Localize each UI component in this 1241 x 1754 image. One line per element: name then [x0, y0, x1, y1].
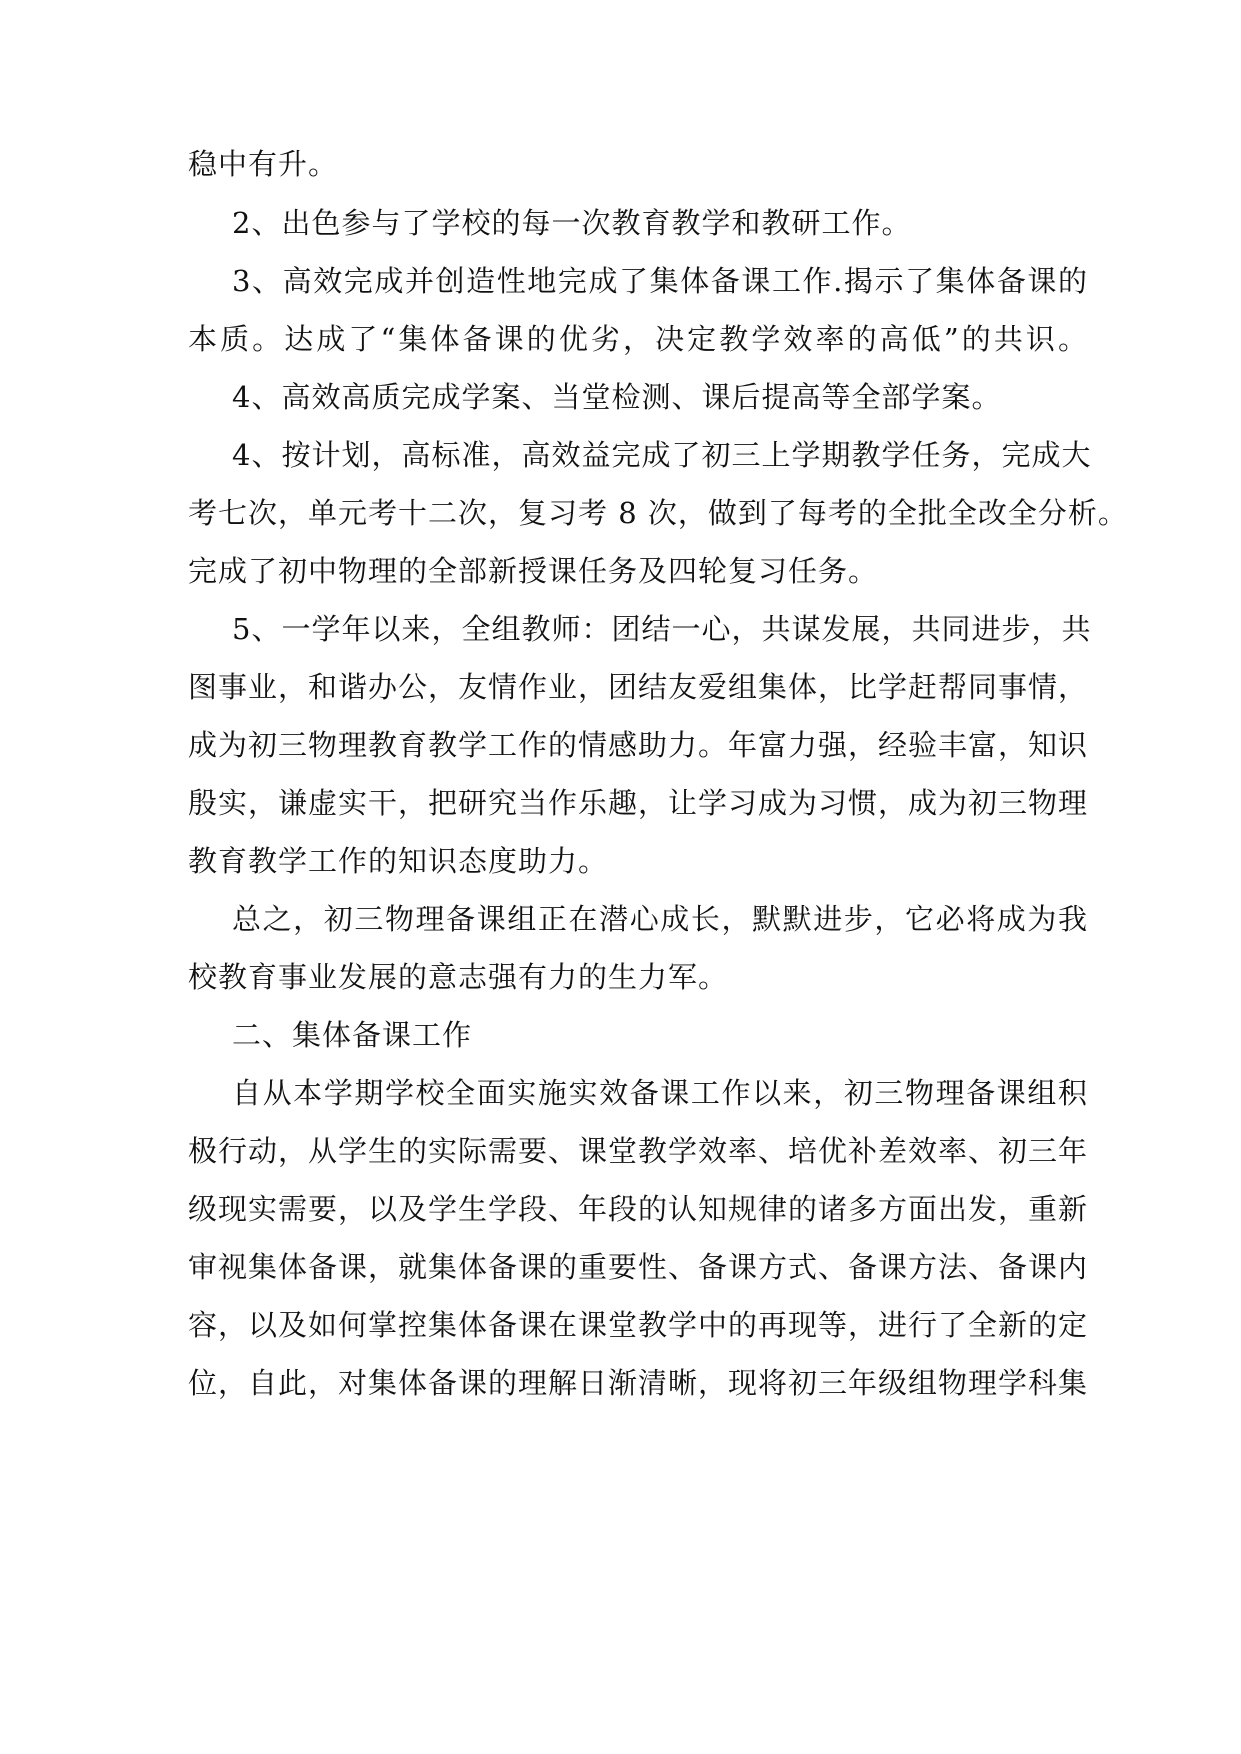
text-line: 教育教学工作的知识态度助力。 — [188, 844, 609, 878]
text-line: 考七次，单元考十二次，复习考 8 次，做到了每考的全批全改全分析。 — [188, 496, 1128, 530]
text-line: 容，以及如何掌控集体备课在课堂教学中的再现等，进行了全新的定 — [188, 1308, 1089, 1342]
text-line: 4、高效高质完成学案、当堂检测、课后提高等全部学案。 — [232, 380, 1002, 414]
text-line: 完成了初中物理的全部新授课任务及四轮复习任务。 — [188, 554, 879, 588]
text-line: 2、出色参与了学校的每一次教育教学和教研工作。 — [232, 206, 912, 240]
text-line: 3、高效完成并创造性地完成了集体备课工作.揭示了集体备课的 — [232, 264, 1088, 298]
text-line: 5、一学年以来，全组教师：团结一心，共谋发展，共同进步，共 — [232, 612, 1092, 646]
text-line: 极行动，从学生的实际需要、课堂教学效率、培优补差效率、初三年 — [188, 1134, 1089, 1168]
text-line: 4、按计划，高标准，高效益完成了初三上学期教学任务，完成大 — [232, 438, 1092, 472]
text-line: 成为初三物理教育教学工作的情感助力。年富力强，经验丰富，知识 — [188, 728, 1089, 762]
section-heading: 二、集体备课工作 — [232, 1018, 473, 1052]
text-line: 级现实需要，以及学生学段、年段的认知规律的诸多方面出发，重新 — [188, 1192, 1089, 1226]
text-line: 自从本学期学校全面实施实效备课工作以来，初三物理备课组积 — [232, 1076, 1088, 1110]
text-line: 总之，初三物理备课组正在潜心成长，默默进步，它必将成为我 — [232, 902, 1088, 936]
text-line: 本质。达成了“集体备课的优劣，决定教学效率的高低”的共识。 — [188, 322, 1088, 356]
text-line: 殷实，谦虚实干，把研究当作乐趣，让学习成为习惯，成为初三物理 — [188, 786, 1089, 820]
text-line: 审视集体备课，就集体备课的重要性、备课方式、备课方法、备课内 — [188, 1250, 1089, 1284]
text-line: 校教育事业发展的意志强有力的生力军。 — [188, 960, 729, 994]
text-line: 图事业，和谐办公，友情作业，团结友爱组集体，比学赶帮同事情， — [188, 670, 1089, 704]
text-line: 位，自此，对集体备课的理解日渐清晰，现将初三年级组物理学科集 — [188, 1366, 1089, 1400]
text-line: 稳中有升。 — [188, 147, 339, 181]
